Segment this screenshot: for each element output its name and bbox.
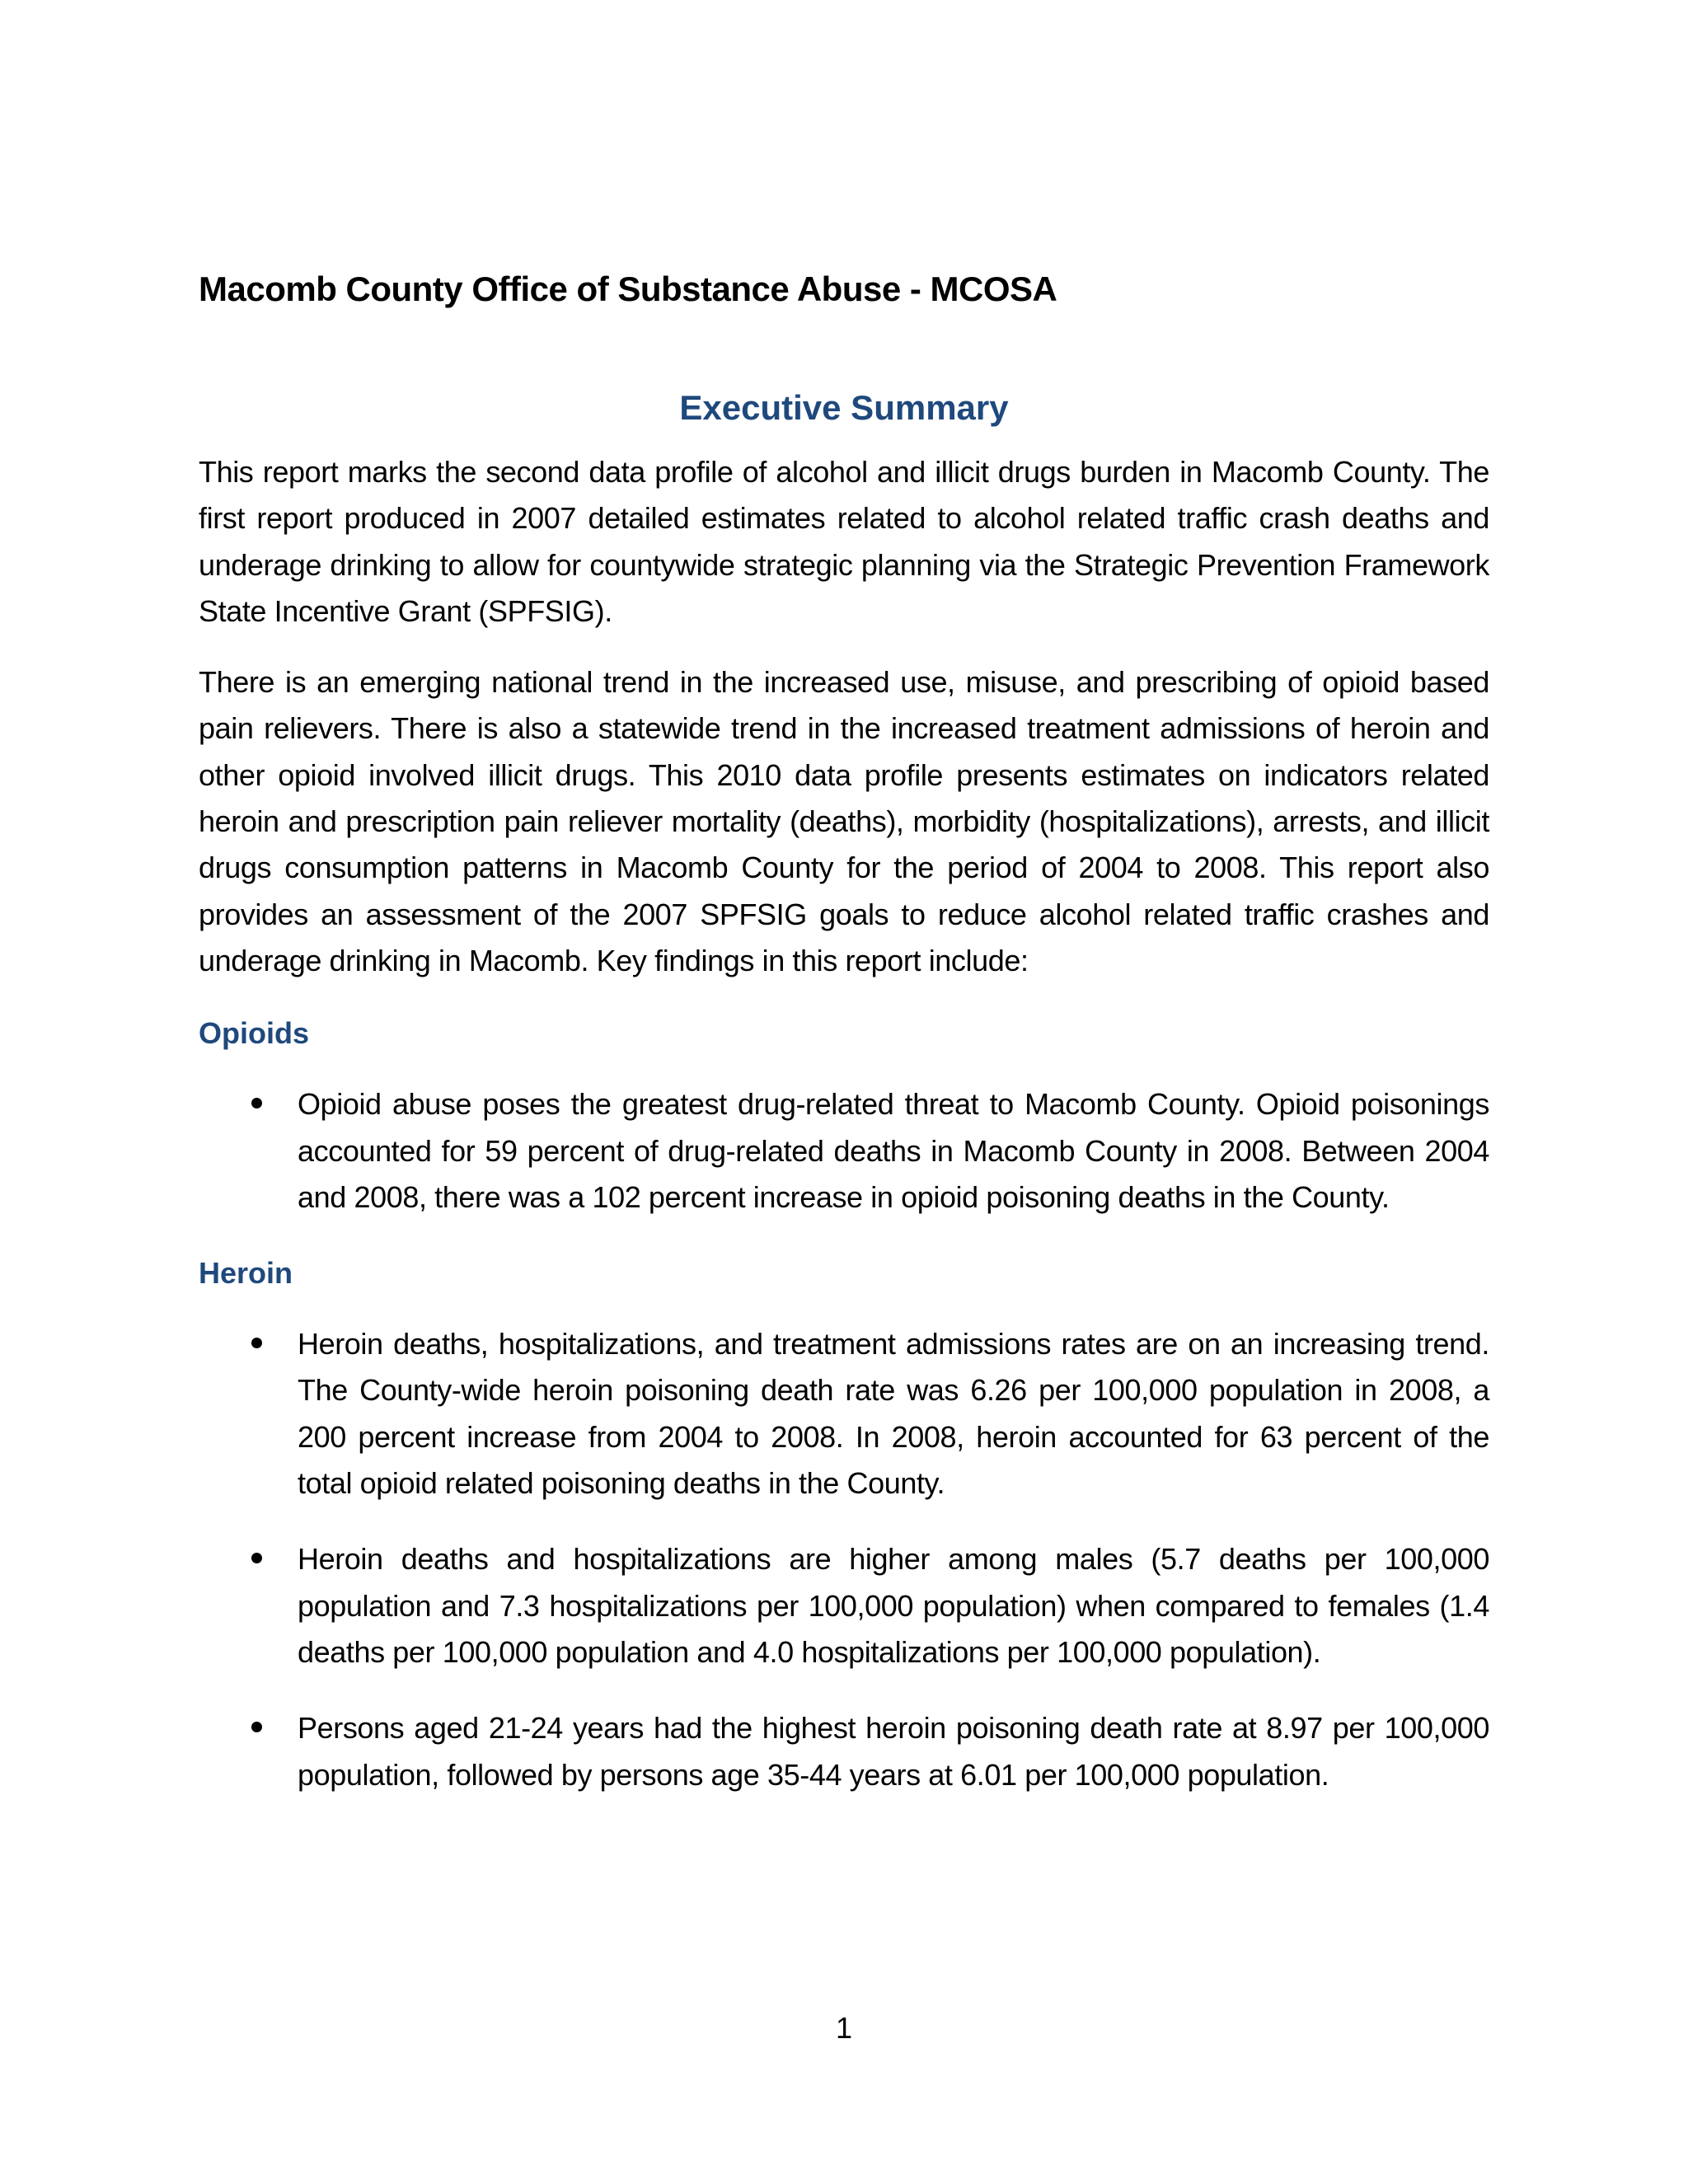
executive-summary-title: Executive Summary (679, 388, 1009, 427)
bullet-icon (251, 1338, 262, 1348)
section-opioids (199, 1010, 1489, 1221)
section-heroin (199, 1250, 1489, 1798)
intro-paragraph: This report marks the second data profile of alcohol and illicit drugs burden in Macomb County. The first report produced in 2007 detailed estimates related to alcohol related traffic crash deaths and underage drinking to allow for countywide strategic planning via the Strategic Prevention Framework State Incentive Grant (SPFSIG). (199, 455, 1489, 628)
bullet-icon (251, 1553, 262, 1563)
bullet-text: Heroin deaths and hospitalizations are higher among males (5.7 deaths per 100,000 population and 7.3 hospitalizations per 100,000 population) when compared to females (1.4 deaths per 100,000 population and 4.0 hospitalizations per 100,000 population). (298, 1542, 1489, 1669)
page-content (199, 262, 1489, 1828)
page-number: 1 (835, 2011, 853, 2045)
intro-paragraph: There is an emerging national trend in the increased use, misuse, and prescribing of opioid based pain relievers. There is also a statewide trend in the increased treatment admissions of heroin and other opioid involved illicit drugs. This 2010 data profile presents estimates on indicators related heroin and prescription pain reliever mortality (deaths), morbidity (hospitalizations), arrests, and illicit drugs consumption patterns in Macomb County for the period of 2004 to 2008. This report also provides an assessment of the 2007 SPFSIG goals to reduce alcohol related traffic crashes and underage drinking in Macomb. Key findings in this report include: (199, 665, 1489, 977)
bullet-text: Heroin deaths, hospitalizations, and treatment admissions rates are on an increasing trend. The County-wide heroin poisoning death rate was 6.26 per 100,000 population in 2008, a 200 percent increase from 2004 to 2008. In 2008, heroin accounted for 63 percent of the total opioid related poisoning deaths in the County. (298, 1327, 1489, 1501)
bullet-item (199, 1321, 1489, 1507)
section-heading-opioids: Opioids (199, 1016, 309, 1051)
bullet-item (199, 1536, 1489, 1675)
bullet-list (199, 1081, 1489, 1221)
bullet-item (199, 1081, 1489, 1221)
section-heading-heroin: Heroin (199, 1256, 293, 1291)
bullet-icon (251, 1722, 262, 1732)
bullet-text: Persons aged 21-24 years had the highest heroin poisoning death rate at 8.97 per 100,000 population, followed by persons age 35-44 years at 6.01 per 100,000 population. (298, 1711, 1489, 1792)
bullet-list (199, 1321, 1489, 1798)
bullet-icon (251, 1098, 262, 1108)
bullet-text: Opioid abuse poses the greatest drug-related threat to Macomb County. Opioid poisonings accounted for 59 percent of drug-related deaths in Macomb County in 2008. Between 2004 and 2008, there was a 102 percent increase in opioid poisoning deaths in the County. (298, 1087, 1489, 1214)
organization-title: Macomb County Office of Substance Abuse - MCOSA (199, 269, 1057, 308)
bullet-item (199, 1705, 1489, 1798)
